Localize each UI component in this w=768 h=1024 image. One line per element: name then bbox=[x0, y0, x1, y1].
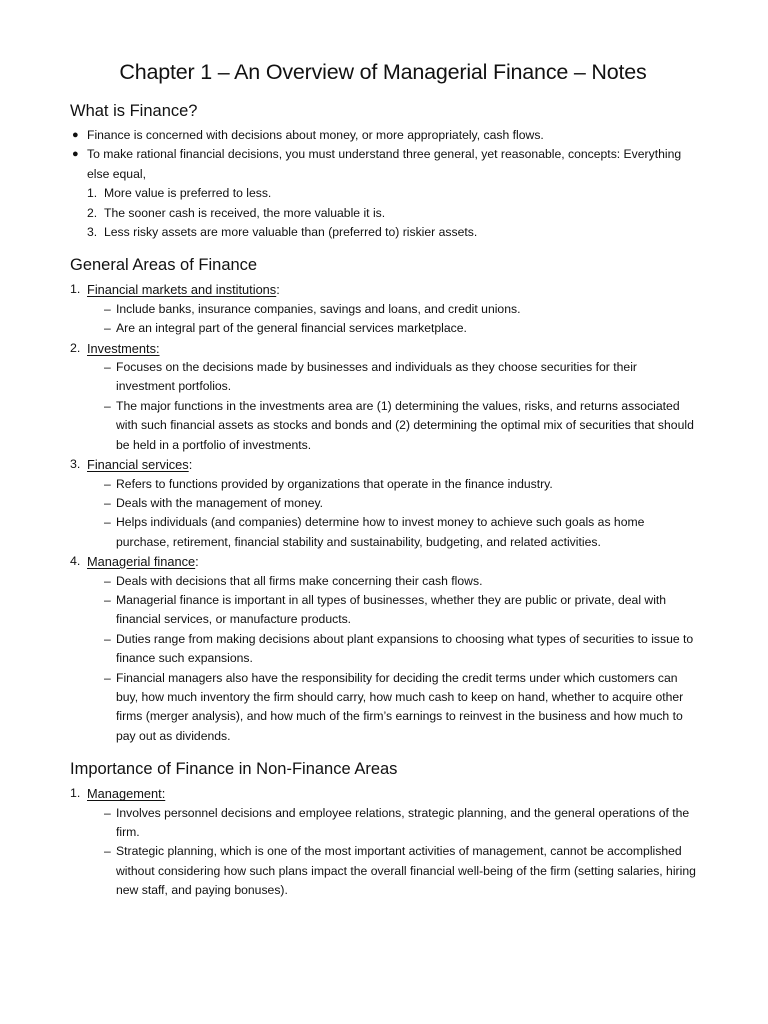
area-financial-services bbox=[70, 455, 696, 552]
dash-marker: – bbox=[104, 631, 111, 646]
concept-number: 1. bbox=[87, 186, 98, 201]
dash-text: Are an integral part of the general financial services marketplace. bbox=[116, 321, 467, 336]
area-number: 1. bbox=[70, 786, 81, 801]
dash-list bbox=[87, 572, 696, 747]
area-title-text: Investments: bbox=[87, 340, 160, 356]
dash-marker: – bbox=[104, 301, 111, 316]
dash-text: Involves personnel decisions and employee relations, strategic planning, and the general operations of the firm. bbox=[116, 805, 690, 839]
dash-marker: – bbox=[104, 360, 111, 375]
dash-item bbox=[87, 804, 696, 843]
dash-marker: – bbox=[104, 670, 111, 685]
concept-text: More value is preferred to less. bbox=[104, 186, 272, 201]
area-investments bbox=[70, 339, 696, 455]
area-title-suffix: : bbox=[195, 554, 199, 570]
area-management bbox=[70, 784, 696, 900]
area-financial-markets bbox=[70, 280, 696, 338]
section-importance bbox=[70, 758, 696, 900]
section-general-areas bbox=[70, 254, 696, 746]
bullet-icon: ● bbox=[72, 148, 79, 161]
dash-item bbox=[87, 630, 696, 669]
concept-text: Less risky assets are more valuable than (preferred to) riskier assets. bbox=[104, 225, 478, 240]
dash-item bbox=[87, 494, 696, 513]
dash-text: Managerial finance is important in all types of businesses, whether they are public or private, deal with financial services, or manufacture products. bbox=[116, 592, 667, 627]
dash-marker: – bbox=[104, 398, 111, 413]
area-title-text: Management: bbox=[87, 786, 166, 802]
area-number: 2. bbox=[70, 340, 81, 355]
area-title-suffix: : bbox=[276, 282, 280, 298]
dash-marker: – bbox=[104, 476, 111, 491]
dash-text: Financial managers also have the responsibility for deciding the credit terms under which customers can buy, how much inventory the firm should carry, how much cash to keep on hand, whether to acquire other firms (merger analysis), and how much of the firm’s earnings to reinvest in the business and how much to pay out as dividends. bbox=[116, 670, 684, 743]
dash-item bbox=[87, 591, 696, 630]
dash-marker: – bbox=[104, 515, 111, 530]
dash-item bbox=[87, 319, 696, 338]
dash-text: Include banks, insurance companies, savings and loans, and credit unions. bbox=[116, 301, 521, 316]
area-title-text: Managerial finance bbox=[87, 554, 196, 570]
section-heading-general-areas: General Areas of Finance bbox=[70, 256, 258, 275]
bullet-list bbox=[70, 126, 696, 184]
dash-list bbox=[87, 475, 696, 553]
dash-marker: – bbox=[104, 805, 111, 820]
page-title: Chapter 1 – An Overview of Managerial Finance – Notes bbox=[119, 60, 647, 84]
dash-marker: – bbox=[104, 321, 111, 336]
dash-text: Helps individuals (and companies) determine how to invest money to achieve such goals as home purchase, retirement, financial stability and sustainability, budgeting, and related activities. bbox=[116, 515, 645, 549]
dash-list bbox=[87, 300, 696, 339]
area-managerial-finance bbox=[70, 552, 696, 746]
section-what-is-finance bbox=[70, 100, 696, 242]
concept-item bbox=[70, 223, 696, 242]
concept-number: 2. bbox=[87, 205, 98, 220]
dash-marker: – bbox=[104, 844, 111, 859]
area-number: 3. bbox=[70, 457, 81, 472]
dash-text: Focuses on the decisions made by businesses and individuals as they choose securities for their investment portfolios. bbox=[116, 360, 637, 394]
area-number: 1. bbox=[70, 282, 81, 297]
dash-text: Deals with decisions that all firms make concerning their cash flows. bbox=[116, 573, 483, 588]
area-title bbox=[87, 280, 696, 299]
concept-text: The sooner cash is received, the more valuable it is. bbox=[104, 205, 386, 220]
dash-item bbox=[87, 572, 696, 591]
area-title bbox=[87, 784, 696, 803]
area-title bbox=[87, 339, 696, 358]
bullet-text: To make rational financial decisions, you must understand three general, yet reasonable, concepts: Everything else equal, bbox=[87, 147, 682, 181]
area-title-text: Financial markets and institutions bbox=[87, 282, 277, 298]
dash-marker: – bbox=[104, 573, 111, 588]
area-title-text: Financial services bbox=[87, 457, 189, 473]
bullet-icon: ● bbox=[72, 129, 79, 141]
dash-list bbox=[87, 804, 696, 901]
area-number: 4. bbox=[70, 554, 81, 569]
dash-marker: – bbox=[104, 592, 111, 607]
dash-item bbox=[87, 397, 696, 455]
dash-item bbox=[87, 842, 696, 900]
dash-item bbox=[87, 358, 696, 397]
concept-number: 3. bbox=[87, 225, 98, 240]
dash-item bbox=[87, 300, 696, 319]
dash-text: Deals with the management of money. bbox=[116, 495, 324, 510]
dash-item bbox=[87, 475, 696, 494]
bullet-text: Finance is concerned with decisions about money, or more appropriately, cash flows. bbox=[87, 128, 544, 142]
dash-marker: – bbox=[104, 495, 111, 510]
section-heading-what-is-finance: What is Finance? bbox=[70, 102, 198, 120]
concept-item bbox=[70, 184, 696, 203]
bullet-item bbox=[70, 126, 696, 145]
dash-text: The major functions in the investments area are (1) determining the values, risks, and returns associated with such financial assets as stocks and bonds and (2) determining the optimal mix of securities that should be held in a portfolio of investments. bbox=[116, 398, 694, 452]
bullet-item bbox=[70, 145, 696, 184]
concept-list bbox=[70, 184, 696, 242]
section-heading-importance: Importance of Finance in Non-Finance Areas bbox=[70, 760, 398, 779]
dash-list bbox=[87, 358, 696, 455]
dash-text: Duties range from making decisions about plant expansions to choosing what types of securities to issue to finance such expansions. bbox=[116, 631, 694, 666]
concept-item bbox=[70, 204, 696, 223]
area-title-suffix: : bbox=[188, 457, 193, 473]
dash-text: Refers to functions provided by organizations that operate in the finance industry. bbox=[116, 476, 553, 491]
area-title bbox=[87, 552, 696, 571]
dash-text: Strategic planning, which is one of the most important activities of management, cannot be accomplished without considering how such plans impact the overall financial well-being of the firm (setting salaries, hiring new staff, and paying bonuses). bbox=[116, 844, 696, 898]
dash-item bbox=[87, 669, 696, 747]
area-title bbox=[87, 455, 696, 474]
dash-item bbox=[87, 513, 696, 552]
